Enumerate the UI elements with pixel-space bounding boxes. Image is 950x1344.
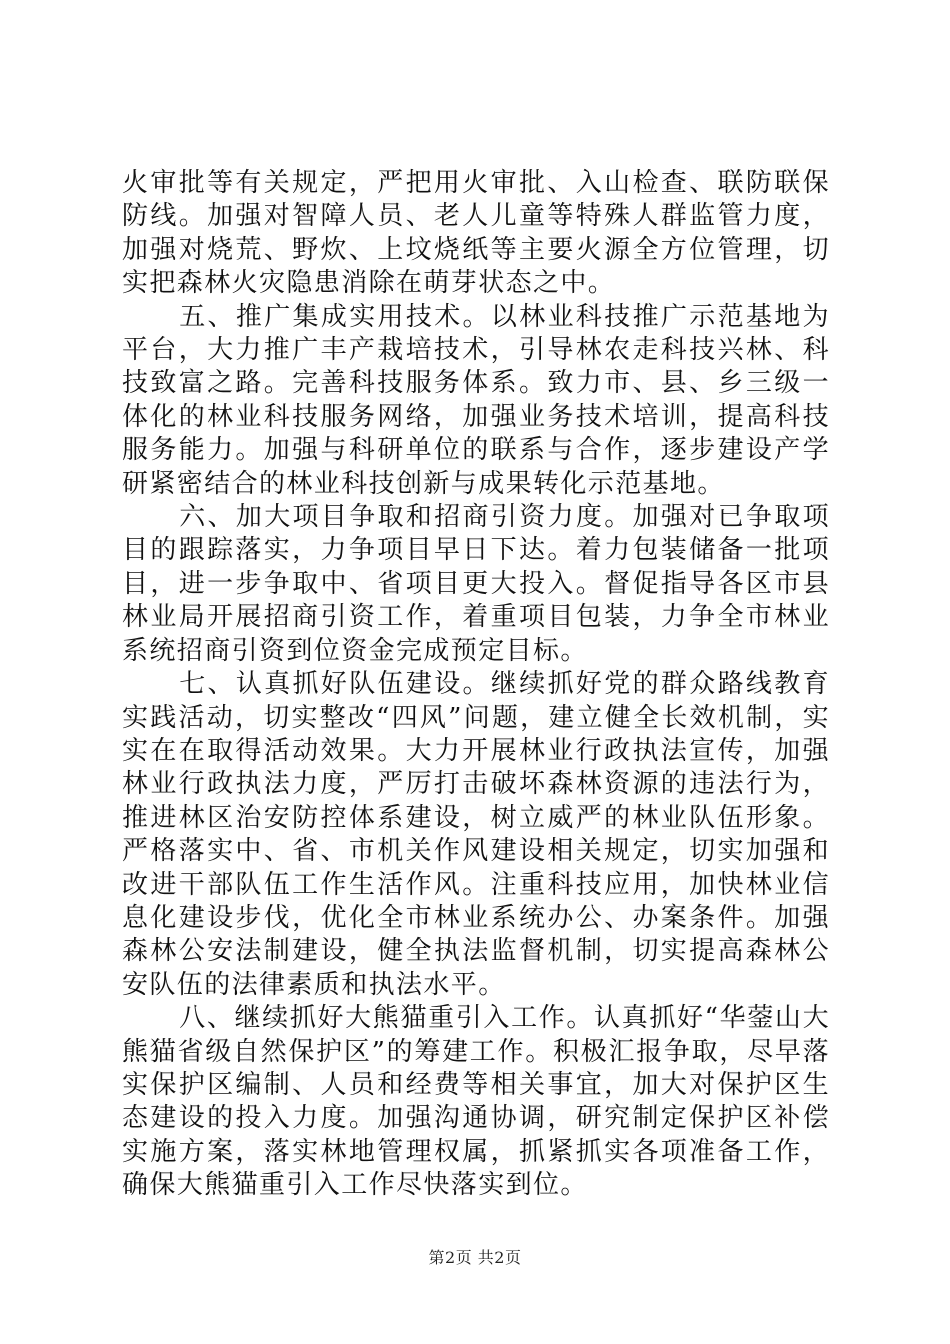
paragraph-section-6: 六、加大项目争取和招商引资力度。加强对已争取项目的跟踪落实，力争项目早日下达。着力包装储备一批项目，进一步争取中、省项目更大投入。督促指导各区市县林业局开展招商引资工作，着重项目包装，力争全市林业系统招商引资到位资金完成预定目标。	[122, 502, 830, 666]
paragraph-section-5: 五、推广集成实用技术。以林业科技推广示范基地为平台，大力推广丰产栽培技术，引导林农走科技兴林、科技致富之路。完善科技服务体系。致力市、县、乡三级一体化的林业科技服务网络，加强业务技术培训，提高科技服务能力。加强与科研单位的联系与合作，逐步建设产学研紧密结合的林业科技创新与成果转化示范基地。	[122, 301, 830, 499]
paragraph-section-7: 七、认真抓好队伍建设。继续抓好党的群众路线教育实践活动，切实整改“四风”问题，建立健全长效机制，实实在在取得活动效果。大力开展林业行政执法宣传，加强林业行政执法力度，严厉打击破坏森林资源的违法行为，推进林区治安防控体系建设，树立威严的林业队伍形象。严格落实中、省、市机关作风建设相关规定，切实加强和改进干部队伍工作生活作风。注重科技应用，加快林业信息化建设步伐，优化全市林业系统办公、办案条件。加强森林公安法制建设，健全执法监督机制，切实提高森林公安队伍的法律素质和执法水平。	[122, 669, 830, 1000]
page-number-footer: 第2页 共2页	[428, 1248, 522, 1267]
paragraph-fire-regulations: 火审批等有关规定，严把用火审批、入山检查、联防联保防线。加强对智障人员、老人儿童等特殊人群监管力度，加强对烧荒、野炊、上坟烧纸等主要火源全方位管理，切实把森林火灾隐患消除在萌芽状态之中。	[122, 168, 830, 299]
document-body	[122, 167, 830, 1203]
paragraph-section-8: 八、继续抓好大熊猫重引入工作。认真抓好“华蓥山大熊猫省级自然保护区”的筹建工作。积极汇报争取，尽早落实保护区编制、人员和经费等相关事宜，加大对保护区生态建设的投入力度。加强沟通协调，研究制定保护区补偿实施方案，落实林地管理权属，抓紧抓实各项准备工作，确保大熊猫重引入工作尽快落实到位。	[122, 1003, 830, 1201]
